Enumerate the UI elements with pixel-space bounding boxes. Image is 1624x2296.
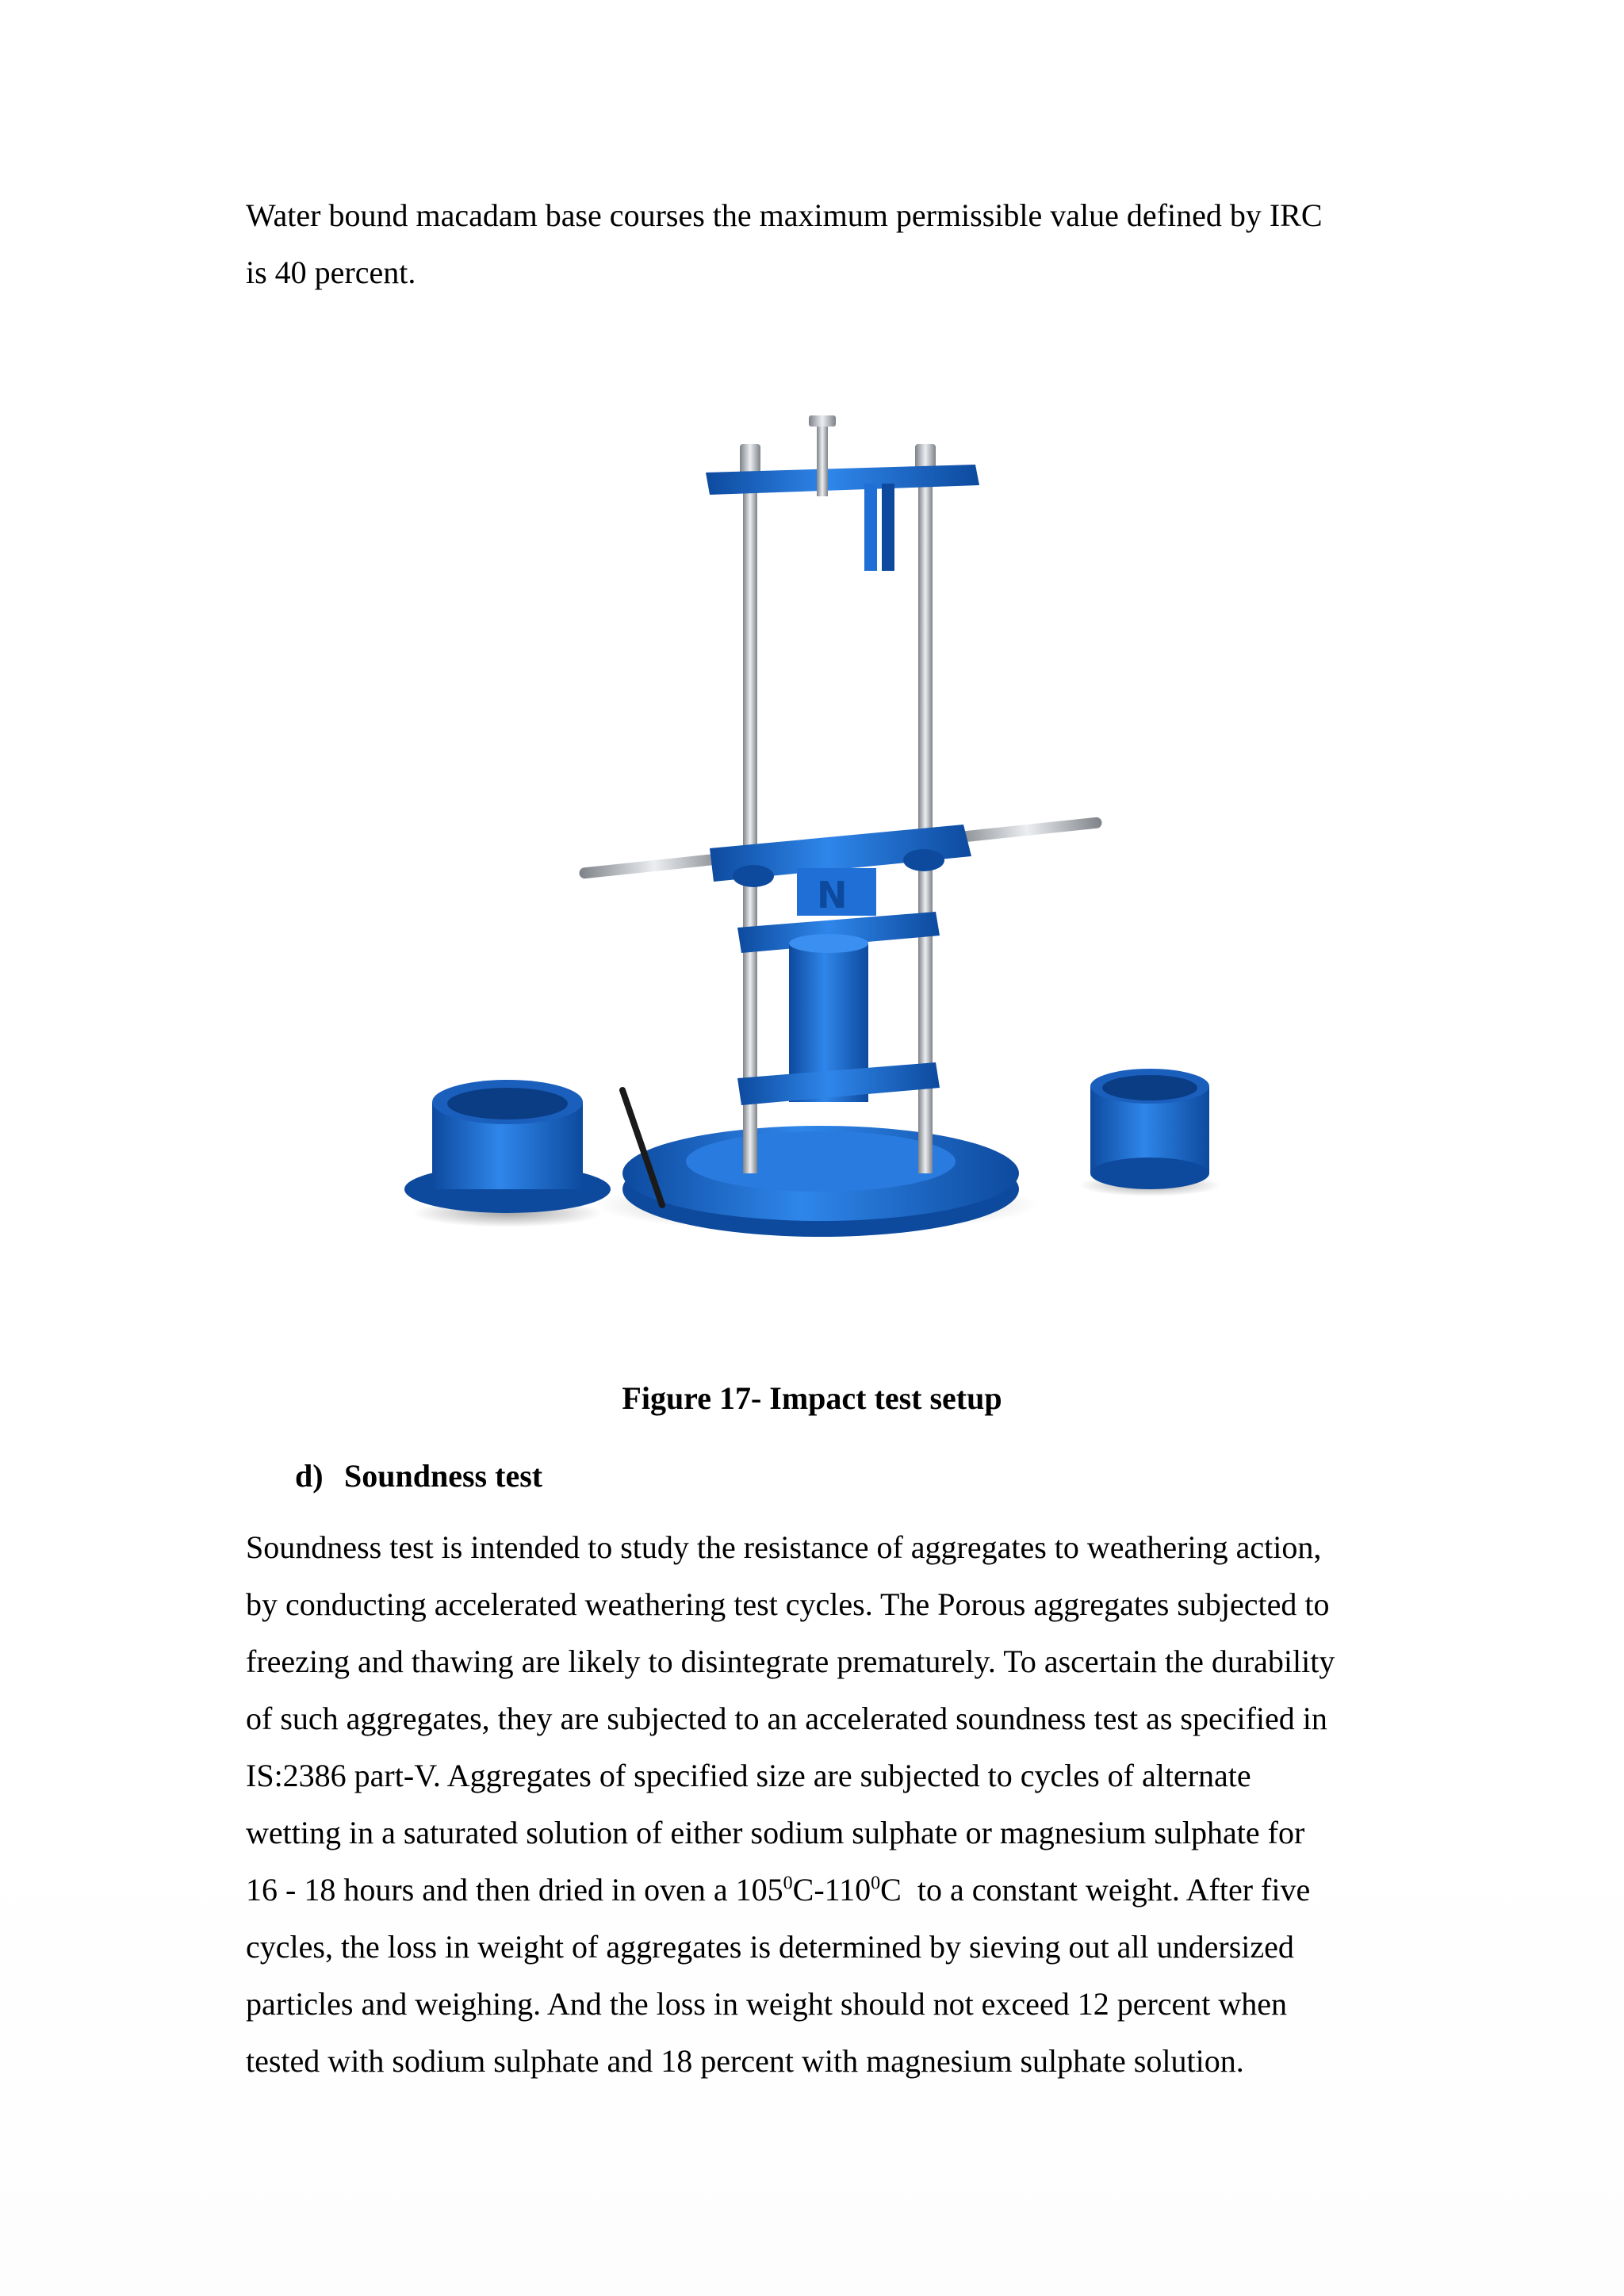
rod-collar-left: [733, 865, 774, 887]
paragraph-line: wetting in a saturated solution of either sodium sulphate or magnesium sulphate for: [246, 1815, 1305, 1850]
paragraph-line: by conducting accelerated weathering test cycles. The Porous aggregates subjected to: [246, 1586, 1330, 1622]
degree-sup-1: 0: [783, 1873, 793, 1894]
release-clamp-1: [864, 484, 877, 571]
paragraph-line: cycles, the loss in weight of aggregates is determined by sieving out all undersized: [246, 1929, 1294, 1965]
top-bolt: [817, 420, 828, 496]
temp-before: 16 - 18 hours and then dried in oven a 105: [246, 1872, 783, 1908]
rod-cap-left: [740, 444, 760, 476]
paragraph-line: IS:2386 part-V. Aggregates of specified size are subjected to cycles of alternate: [246, 1758, 1251, 1793]
paragraph-line-temperature: [246, 1862, 1380, 1919]
rod-collar-right: [903, 849, 944, 871]
degree-sup-2: 0: [871, 1873, 881, 1894]
intro-line-2: is 40 percent.: [246, 254, 416, 290]
paragraph-line: Soundness test is intended to study the resistance of aggregates to weathering action,: [246, 1529, 1322, 1565]
impact-test-figure: [389, 412, 1237, 1237]
paragraph-line: of such aggregates, they are subjected to an accelerated soundness test as specified in: [246, 1701, 1327, 1736]
top-bolt-head: [809, 415, 836, 427]
impact-test-apparatus-illustration: [389, 412, 1237, 1237]
cup-right-inside: [1102, 1075, 1197, 1100]
cup-left-inside: [447, 1088, 568, 1119]
section-marker: d): [295, 1458, 324, 1494]
paragraph-line: particles and weighing. And the loss in weight should not exceed 12 percent when: [246, 1986, 1288, 2022]
handle-left: [579, 852, 730, 879]
paragraph-line: freezing and thawing are likely to disintegrate prematurely. To ascertain the durability: [246, 1644, 1335, 1679]
temp-after: C to a constant weight. After five: [880, 1872, 1311, 1908]
figure-caption: Figure 17- Impact test setup: [622, 1380, 1002, 1416]
paragraph-line: tested with sodium sulphate and 18 percent with magnesium sulphate solution.: [246, 2043, 1244, 2079]
intro-paragraph: [246, 187, 1380, 301]
soundness-paragraph: [246, 1519, 1380, 2090]
intro-line-1: Water bound macadam base courses the maximum permissible value defined by IRC: [246, 197, 1323, 233]
central-column-top: [789, 934, 868, 953]
svg-text:N: N: [817, 874, 848, 916]
guide-rod-left: [743, 468, 757, 1173]
section-title: Soundness test: [344, 1458, 543, 1494]
base-plate-top: [686, 1131, 956, 1192]
handle-right: [952, 817, 1102, 844]
temp-mid: C-110: [792, 1872, 871, 1908]
section-heading: [295, 1454, 542, 1498]
cup-right-bottom: [1090, 1158, 1209, 1189]
release-clamp-2: [882, 484, 894, 571]
